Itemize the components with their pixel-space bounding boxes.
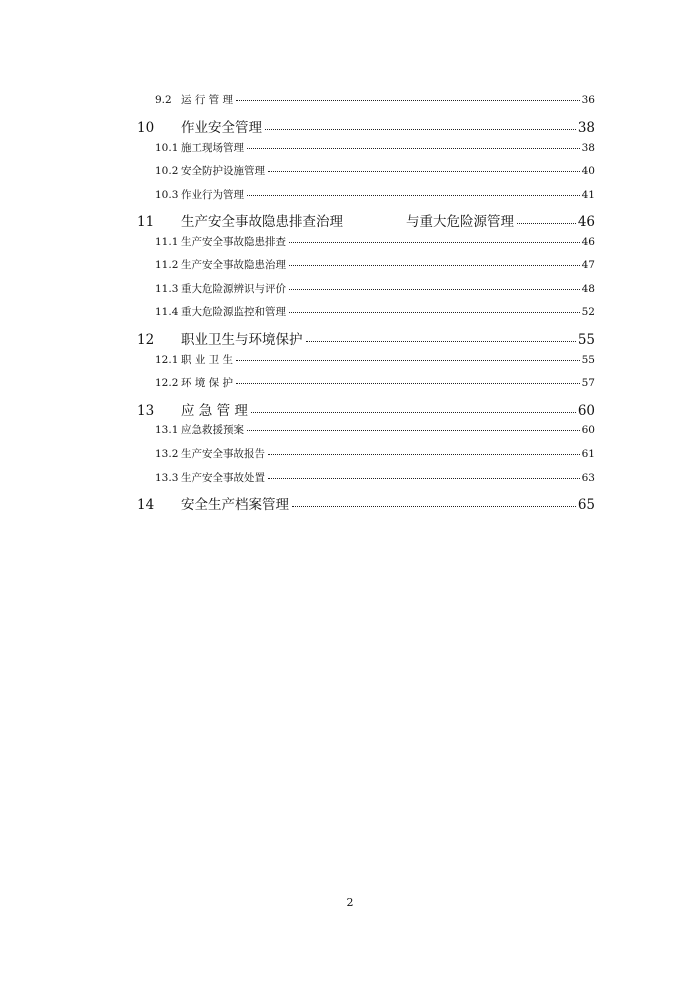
toc-entry-title: 应 急 管 理 [181, 403, 248, 419]
toc-entry-title: 生产安全事故隐患排查 [181, 236, 286, 248]
dot-leader [236, 100, 580, 101]
toc-entry-number: 12.2 [155, 377, 179, 389]
toc-entry-title: 安全生产档案管理 [181, 497, 289, 513]
toc-entry[interactable] [137, 328, 595, 348]
toc-entry-page: 60 [577, 403, 595, 419]
toc-entry-page: 55 [581, 354, 595, 366]
toc-entry-page: 61 [581, 448, 595, 460]
toc-entry-page: 57 [581, 377, 595, 389]
toc-entry-number: 10.1 [155, 142, 179, 154]
dot-leader [268, 171, 580, 172]
toc-entry-title: 生产安全事故报告 [181, 448, 265, 460]
toc-entry-page: 63 [581, 472, 595, 484]
toc-entry-page: 60 [581, 424, 595, 436]
dot-leader [289, 265, 580, 266]
toc-entry-number: 13.2 [155, 448, 179, 460]
toc-entry[interactable] [137, 493, 595, 513]
toc-entry-number: 11.1 [155, 236, 179, 248]
page-number: 2 [346, 896, 354, 909]
toc-entry-number: 14 [137, 497, 155, 513]
toc-entry-page: 52 [581, 306, 595, 318]
toc-entry[interactable] [155, 257, 595, 272]
toc-entry-page: 47 [581, 259, 595, 271]
toc-entry-page: 48 [581, 283, 595, 295]
toc-entry-number: 12 [137, 332, 155, 348]
toc-entry-title: 运 行 管 理 [181, 94, 234, 106]
toc-entry[interactable] [155, 352, 595, 367]
toc-entry[interactable] [137, 210, 595, 230]
toc-entry-number: 10 [137, 120, 155, 136]
toc-entry-page: 65 [577, 497, 595, 513]
toc-entry-title-continued: 与重大危险源管理 [406, 214, 514, 230]
dot-leader [289, 312, 580, 313]
toc-entry-title: 重大危险源辨识与评价 [181, 283, 286, 295]
toc-entry-page: 38 [581, 142, 595, 154]
toc-entry-page: 40 [581, 165, 595, 177]
toc-entry-title: 安全防护设施管理 [181, 165, 265, 177]
toc-entry[interactable] [155, 163, 595, 178]
dot-leader [268, 478, 580, 479]
toc-entry-title: 重大危险源监控和管理 [181, 306, 286, 318]
dot-leader [247, 430, 580, 431]
toc-entry-title: 作业安全管理 [181, 120, 262, 136]
toc-entry[interactable] [137, 116, 595, 136]
toc-entry[interactable] [155, 375, 595, 390]
toc-entry-title: 作业行为管理 [181, 189, 244, 201]
dot-leader [247, 195, 580, 196]
toc-entry-title: 环 境 保 护 [181, 377, 234, 389]
dot-leader [247, 148, 580, 149]
toc-entry-number: 11.3 [155, 283, 179, 295]
toc-entry-page: 46 [581, 236, 595, 248]
toc-entry-number: 12.1 [155, 354, 179, 366]
dot-leader [289, 242, 580, 243]
toc-entry-page: 46 [577, 214, 595, 230]
toc-entry-page: 55 [577, 332, 595, 348]
toc-entry-page: 38 [577, 120, 595, 136]
dot-leader [306, 341, 576, 342]
toc-entry[interactable] [155, 446, 595, 461]
toc-entry-title: 施工现场管理 [181, 142, 244, 154]
toc-entry-number: 10.3 [155, 189, 179, 201]
toc-entry-number: 13.3 [155, 472, 179, 484]
toc-entry[interactable] [155, 304, 595, 319]
toc-entry[interactable] [137, 399, 595, 419]
toc-entry-title: 生产安全事故隐患治理 [181, 259, 286, 271]
dot-leader [236, 383, 580, 384]
toc-entry-number: 11 [137, 214, 155, 230]
toc-entry[interactable] [155, 234, 595, 249]
toc-entry[interactable] [155, 470, 595, 485]
toc-entry-number: 13 [137, 403, 155, 419]
dot-leader [268, 454, 580, 455]
toc-entry-number: 9.2 [155, 94, 172, 106]
dot-leader [236, 360, 580, 361]
toc-entry-number: 11.4 [155, 306, 179, 318]
dot-leader [292, 506, 576, 507]
toc-entry-title: 生产安全事故处置 [181, 472, 265, 484]
toc-entry-number: 10.2 [155, 165, 179, 177]
dot-leader [251, 412, 576, 413]
toc-entry-page: 41 [581, 189, 595, 201]
dot-leader [265, 129, 576, 130]
toc-entry-title: 生产安全事故隐患排查治理 [181, 214, 343, 230]
toc-entry-number: 11.2 [155, 259, 179, 271]
toc-entry-title: 职业卫生与环境保护 [181, 332, 303, 348]
toc-entry[interactable] [155, 92, 595, 107]
toc-entry-page: 36 [581, 94, 595, 106]
toc-entry[interactable] [155, 422, 595, 437]
toc-entry-title: 职 业 卫 生 [181, 354, 234, 366]
dot-leader [289, 289, 580, 290]
toc-entry[interactable] [155, 187, 595, 202]
toc-entry-number: 13.1 [155, 424, 179, 436]
toc-entry[interactable] [155, 140, 595, 155]
toc-entry-title: 应急救援预案 [181, 424, 244, 436]
toc-entry[interactable] [155, 281, 595, 296]
dot-leader [517, 223, 576, 224]
